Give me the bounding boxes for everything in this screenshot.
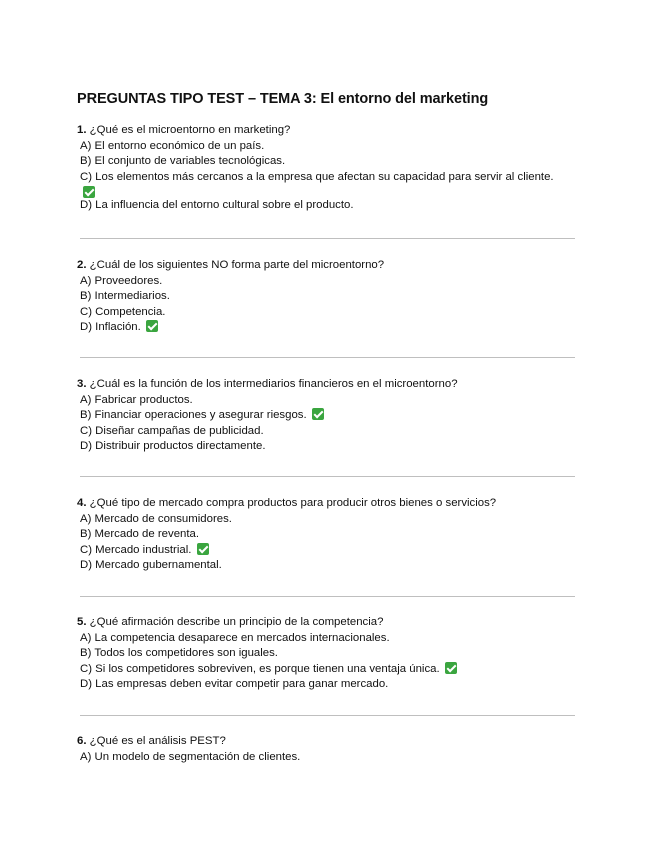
question-text: ¿Qué es el análisis PEST? bbox=[89, 735, 226, 747]
question-6 bbox=[77, 734, 587, 765]
check-mark-icon bbox=[445, 662, 457, 674]
question-5 bbox=[77, 615, 587, 693]
question-4-prompt bbox=[77, 496, 587, 512]
divider bbox=[80, 715, 575, 716]
option-b-text: B) Financiar operaciones y asegurar riesgos. bbox=[80, 409, 307, 422]
divider bbox=[80, 357, 575, 358]
question-text: ¿Cuál es la función de los intermediarios financieros en el microentorno? bbox=[89, 378, 458, 390]
question-number: 3. bbox=[77, 378, 87, 390]
question-1 bbox=[77, 123, 587, 214]
option-d: D) Las empresas deben evitar competir para ganar mercado. bbox=[80, 678, 389, 691]
option-b: B) Todos los competidores son iguales. bbox=[80, 647, 278, 660]
option-c bbox=[77, 543, 587, 559]
question-number: 4. bbox=[77, 497, 87, 509]
option-c-text: C) Los elementos más cercanos a la empresa que afectan su capacidad para servir al cliente. bbox=[80, 170, 554, 183]
option-a: A) La competencia desaparece en mercados internacionales. bbox=[80, 631, 390, 644]
option-b bbox=[77, 408, 587, 424]
question-text: ¿Qué afirmación describe un principio de la competencia? bbox=[89, 616, 384, 628]
option-c bbox=[77, 170, 587, 199]
question-number: 5. bbox=[77, 616, 87, 628]
option-a: A) Un modelo de segmentación de clientes. bbox=[80, 750, 301, 763]
divider bbox=[80, 476, 575, 477]
question-number: 1. bbox=[77, 124, 87, 136]
check-mark-icon bbox=[197, 543, 209, 555]
question-6-prompt bbox=[77, 734, 587, 750]
question-2-prompt bbox=[77, 258, 587, 274]
option-c-text: C) Si los competidores sobreviven, es porque tienen una ventaja única. bbox=[80, 662, 440, 675]
question-4 bbox=[77, 496, 587, 574]
option-a: A) Fabricar productos. bbox=[80, 393, 193, 406]
question-text: ¿Qué tipo de mercado compra productos para producir otros bienes o servicios? bbox=[89, 497, 497, 509]
option-b: B) Intermediarios. bbox=[80, 290, 170, 303]
question-3-prompt bbox=[77, 377, 587, 393]
option-d bbox=[77, 320, 587, 336]
option-d: D) La influencia del entorno cultural sobre el producto. bbox=[80, 199, 354, 212]
document-title: PREGUNTAS TIPO TEST – TEMA 3: El entorno del marketing bbox=[77, 91, 489, 107]
check-mark-icon bbox=[83, 186, 95, 198]
divider bbox=[80, 596, 575, 597]
check-mark-icon bbox=[146, 320, 158, 332]
check-mark-icon bbox=[312, 408, 324, 420]
option-a: A) El entorno económico de un país. bbox=[80, 139, 265, 152]
question-2 bbox=[77, 258, 587, 336]
question-number: 2. bbox=[77, 259, 87, 271]
option-d: D) Mercado gubernamental. bbox=[80, 559, 222, 572]
option-a: A) Proveedores. bbox=[80, 274, 163, 287]
option-c: C) Diseñar campañas de publicidad. bbox=[80, 424, 264, 437]
option-c bbox=[77, 662, 587, 678]
option-b: B) Mercado de reventa. bbox=[80, 528, 200, 541]
option-d: D) Distribuir productos directamente. bbox=[80, 440, 266, 453]
question-5-prompt bbox=[77, 615, 587, 631]
question-3 bbox=[77, 377, 587, 455]
option-b: B) El conjunto de variables tecnológicas. bbox=[80, 155, 286, 168]
option-a: A) Mercado de consumidores. bbox=[80, 512, 232, 525]
question-text: ¿Qué es el microentorno en marketing? bbox=[89, 124, 291, 136]
option-c: C) Competencia. bbox=[80, 305, 166, 318]
option-c-text: C) Mercado industrial. bbox=[80, 543, 192, 556]
question-text: ¿Cuál de los siguientes NO forma parte del microentorno? bbox=[89, 259, 385, 271]
question-1-prompt bbox=[77, 123, 587, 139]
divider bbox=[80, 238, 575, 239]
question-number: 6. bbox=[77, 735, 87, 747]
option-d-text: D) Inflación. bbox=[80, 321, 141, 334]
